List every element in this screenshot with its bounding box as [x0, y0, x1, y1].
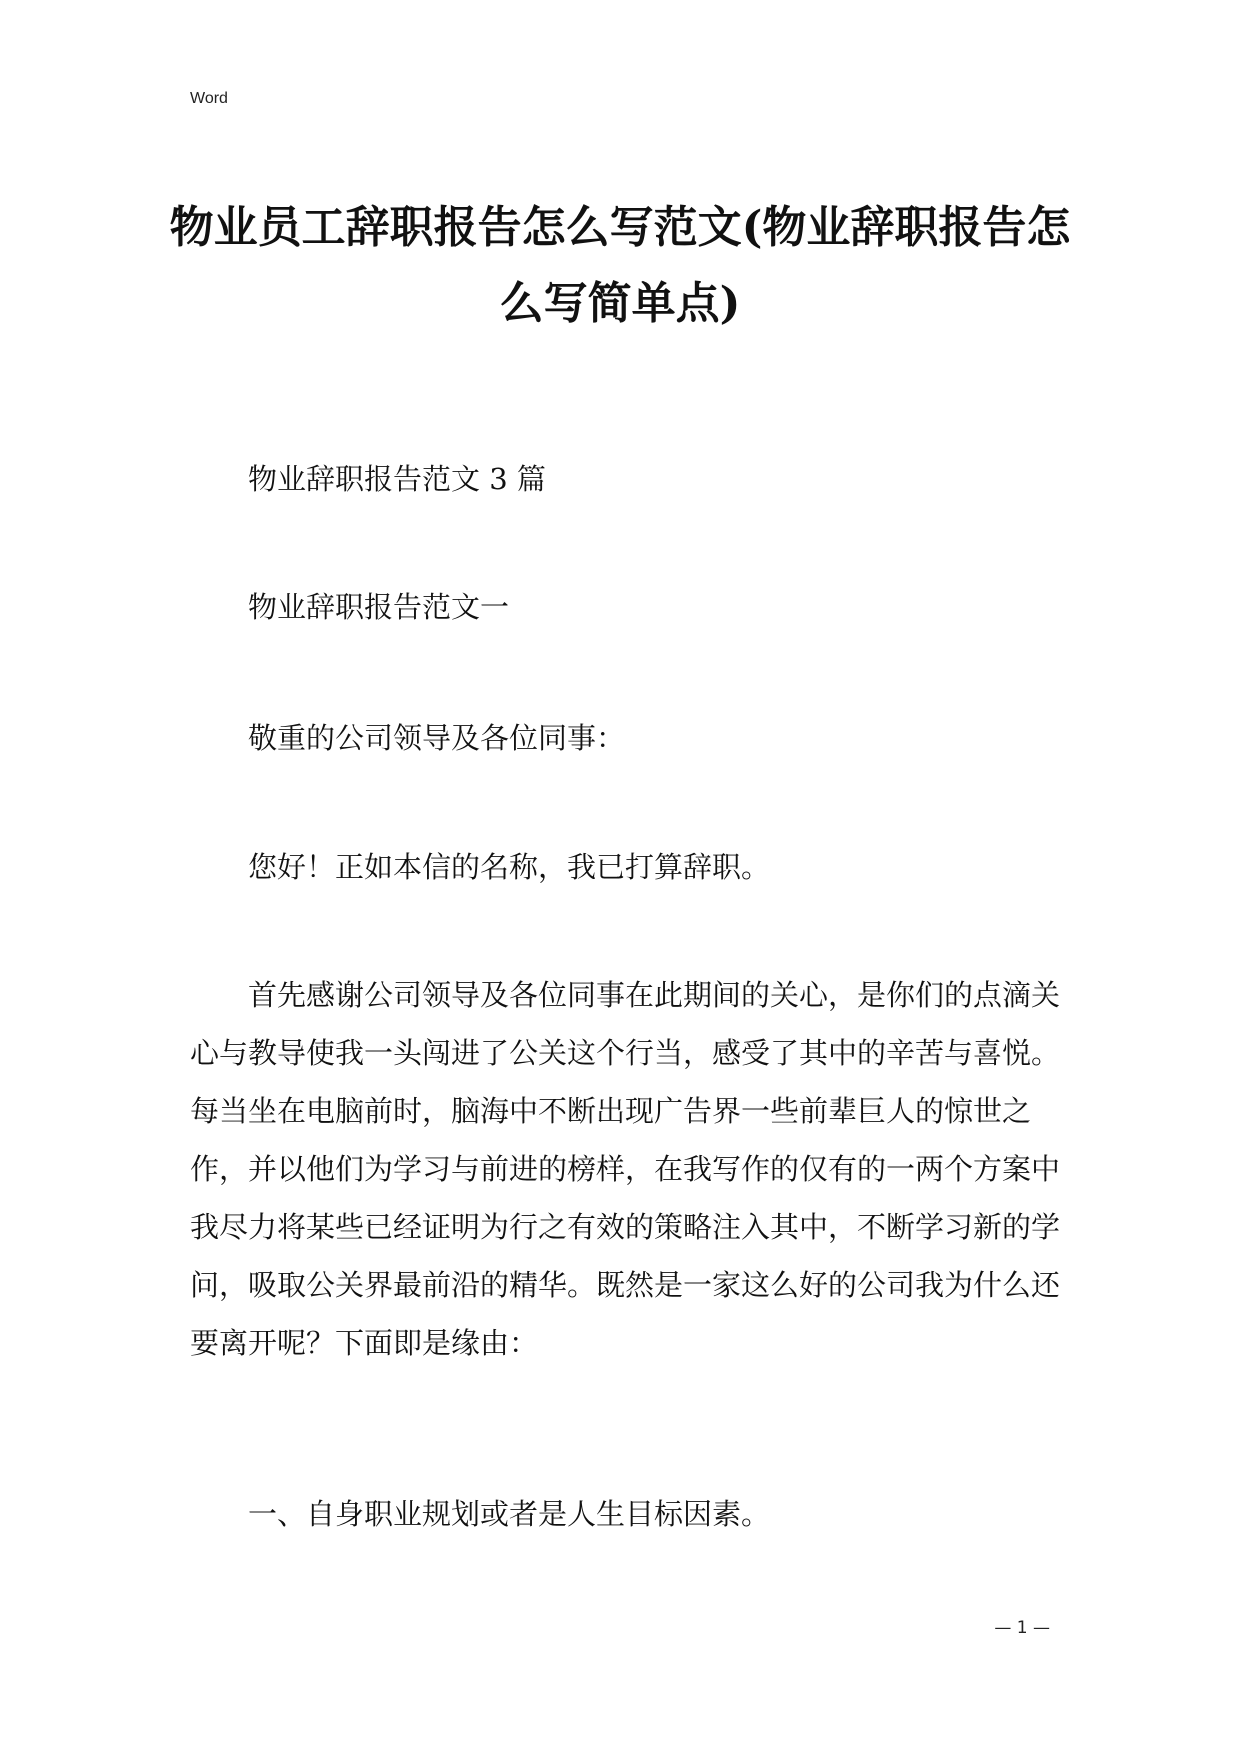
page-number: — 1 — [994, 1618, 1050, 1638]
paragraph-salutation: 敬重的公司领导及各位同事： [248, 721, 626, 755]
paragraph-reason-one: 一、自身职业规划或者是人生目标因素。 [248, 1497, 771, 1531]
paragraph-subtitle: 物业辞职报告范文 3 篇 [248, 462, 546, 496]
paragraph-greeting: 您好！正如本信的名称，我已打算辞职。 [248, 850, 771, 884]
document-title: 物业员工辞职报告怎么写范文(物业辞职报告怎么写简单点) [169, 202, 1071, 329]
header-label: Word [190, 90, 228, 107]
paragraph-section-heading: 物业辞职报告范文一 [248, 590, 510, 624]
paragraph-body: 首先感谢公司领导及各位同事在此期间的关心，是你们的点滴关心与教导使我一头闯进了公关这个行当，感受了其中的辛苦与喜悦。每当坐在电脑前时，脑海中不断出现广告界一些前辈巨人的惊世之作，并以他们为学习与前进的榜样，在我写作的仅有的一两个方案中我尽力将某些已经证明为行之有效的策略注入其中，不断学习新的学问，吸取公关界最前沿的精华。既然是一家这么好的公司我为什么还要离开呢？下面即是缘由： [190, 978, 1061, 1360]
